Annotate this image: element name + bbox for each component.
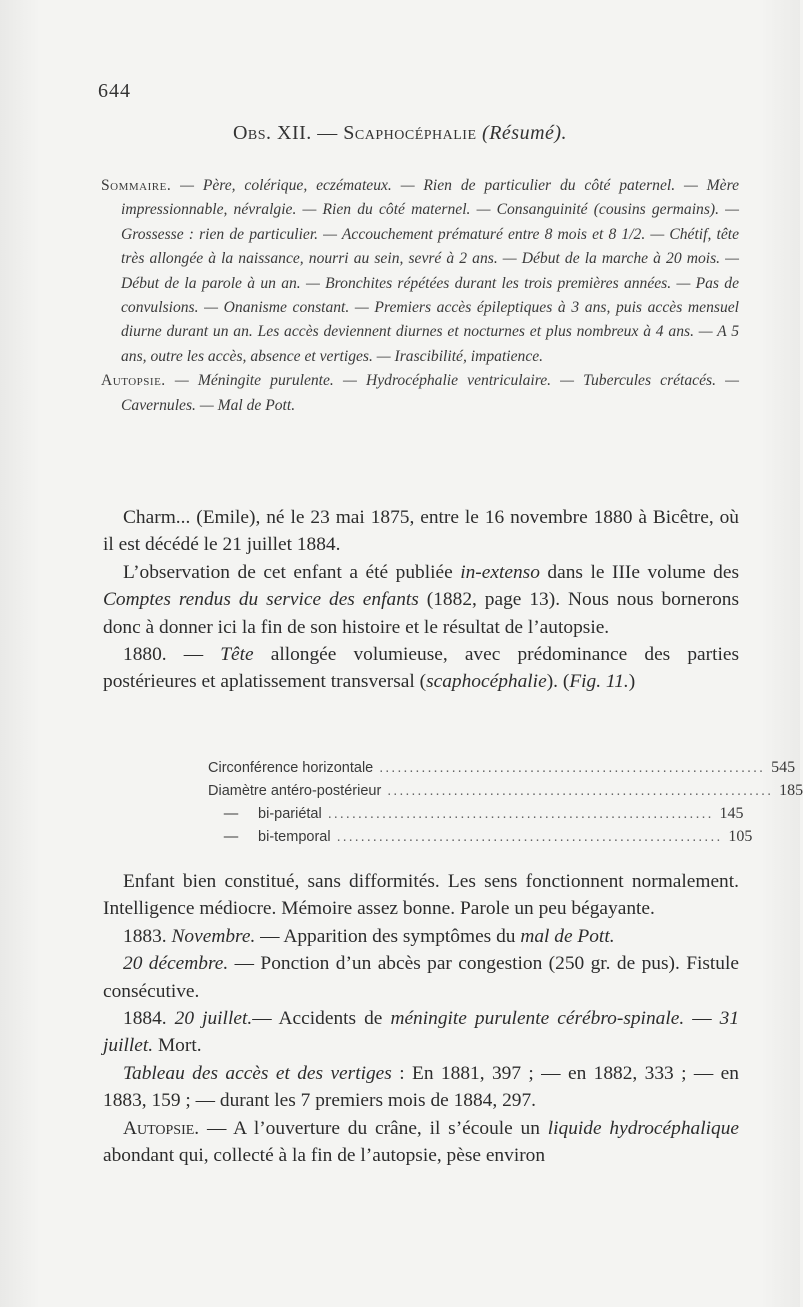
summary-block: [101, 174, 739, 418]
measurement-label: [208, 780, 381, 803]
measurement-label-text: bi-pariétal: [258, 806, 322, 822]
measurement-label: [208, 757, 373, 780]
text-run: ). (: [546, 671, 570, 693]
italic-run: méningite purulente cérébro-spinale.: [390, 1008, 685, 1030]
measurement-row: [208, 779, 803, 802]
text-run: allongée volumieuse, avec prédominance des parties postérieures et aplatissement transversal (: [103, 644, 739, 693]
leader-dots: ................................................................: [379, 760, 766, 776]
text-run: (1882, page 13). Nous nous bornerons donc à donner ici la fin de son histoire et le résultat de l’autopsie.: [103, 589, 740, 638]
heading-dash: —: [311, 122, 344, 144]
italic-run: 20 décembre.: [123, 953, 229, 975]
italic-run: scaphocéphalie: [426, 671, 547, 693]
paragraph-patient: Charm... (Emile), né le 23 mai 1875, entre le 16 novembre 1880 à Bicêtre, où il est décédé le 21 juillet 1884.: [103, 507, 739, 556]
text-run: L’observation de cet enfant a été publiée: [123, 561, 461, 583]
ditto-dash: —: [223, 829, 239, 845]
paragraph-1880: [103, 641, 739, 696]
italic-run: Tableau des accès et des vertiges: [123, 1062, 392, 1084]
italic-run: mal de Pott.: [520, 925, 615, 947]
text-run: ): [628, 671, 636, 693]
measurement-row: [208, 756, 796, 779]
measurement-value: 185: [779, 782, 803, 799]
paragraph-publication: [103, 559, 739, 641]
italic-run: Comptes rendus du service des enfants: [103, 589, 419, 611]
italic-run: 31 juillet.: [103, 1008, 740, 1057]
text-run: : En 1881, 397 ; — en 1882, 333 ; — en 1883, 159 ; — durant les 7 premiers mois de 1884, 297.: [103, 1062, 739, 1112]
body-section-2: [103, 868, 739, 1169]
text-run: 1883.: [123, 925, 172, 947]
leader-dots: ................................................................: [327, 806, 714, 822]
italic-run: Fig. 11.: [569, 671, 629, 693]
italic-run: Tête: [220, 644, 254, 666]
text-run: 1884.: [123, 1008, 175, 1030]
ditto-dash: —: [223, 806, 239, 822]
italic-run: 20 juillet.: [174, 1008, 253, 1030]
measurement-row: [208, 802, 744, 825]
paragraph-autopsie: [103, 1115, 739, 1170]
text-run: — A l’ouverture du crâne, il s’écoule un: [199, 1117, 548, 1139]
leader-dots: ................................................................: [336, 829, 723, 845]
text-run: — Accidents de: [252, 1008, 391, 1030]
heading-obs: Obs. XII.: [232, 122, 312, 144]
measurement-label: [208, 803, 322, 826]
measurement-value: 545: [771, 759, 796, 776]
measurement-label-text: bi-temporal: [258, 829, 331, 845]
text-run: 1880. —: [123, 644, 221, 666]
measurement-value: 105: [728, 828, 753, 845]
measurement-label-text: Circonférence horizontale: [208, 760, 374, 776]
page-number: 644: [98, 80, 131, 102]
paragraph-1884: [103, 1005, 739, 1060]
leader-dots: ................................................................: [387, 783, 774, 799]
measurement-row: [208, 825, 753, 848]
observation-heading: [0, 122, 800, 145]
measurement-label-text: Diamètre antéro-postérieur: [208, 783, 382, 799]
italic-run: Novembre.: [171, 925, 256, 947]
paragraph-constitution: Enfant bien constitué, sans difformités. Les sens fonctionnent normalement. Intelligence médiocre. Mémoire assez bonne. Parole un peu bégayante.: [103, 871, 739, 920]
text-run: abondant qui, collecté à la fin de l’autopsie, pèse environ: [103, 1145, 546, 1167]
italic-run: in-extenso: [460, 561, 540, 583]
measurement-value: 145: [719, 805, 744, 822]
autopsie-summary-text: — Méningite purulente. — Hydrocéphalie ventriculaire. — Tubercules crétacés. — Cavernules. — Mal de Pott.: [121, 372, 739, 414]
text-run: —: [684, 1008, 720, 1030]
head-measurements-table: [208, 756, 803, 848]
autopsie-summary-label: Autopsie.: [101, 372, 166, 390]
sommaire-text: — Père, colérique, eczémateux. — Rien de particulier du côté paternel. — Mère impressionnable, névralgie. — Rien du côté maternel. — Consanguinité (cousins germains). — Grossesse : rien de particulier. — Accouchement prématuré entre 8 mois et 8 1/2. — Chétif, tête très allongée à la naissance, nourri au sein, sevré à 2 ans. — Début de la marche à 20 mois. — Début de la parole à un an. — Bronchites répétées durant les trois premières années. — Pas de convulsions. — Onanisme constant. — Premiers accès épileptiques à 3 ans, puis accès mensuel diurne durant un an. Les accès deviennent diurnes et nocturnes et plus nombreux à 4 ans. — A 5 ans, outre les accès, absence et vertiges. — Irascibilité, impatience.: [121, 177, 739, 365]
italic-run: liquide hydrocéphalique: [547, 1117, 739, 1139]
text-run: — Ponction d’un abcès par congestion (250 gr. de pus). Fistule consécutive.: [103, 953, 739, 1002]
text-run: — Apparition des symptômes du: [255, 925, 521, 947]
paragraph-1883: [103, 923, 739, 950]
sommaire-paragraph: [101, 174, 739, 369]
text-run: Mort.: [153, 1035, 202, 1057]
body-section-1: [103, 504, 739, 696]
text-run: dans le IIIe volume des: [539, 561, 739, 583]
heading-title: Scaphocéphalie: [343, 122, 477, 144]
autopsie-label: Autopsie.: [123, 1117, 200, 1139]
heading-subtitle: (Résumé).: [482, 122, 568, 144]
autopsie-summary-paragraph: [101, 369, 739, 418]
measurement-label: [208, 826, 331, 849]
sommaire-label: Sommaire.: [101, 177, 172, 194]
paragraph-tableau: [103, 1060, 739, 1115]
paragraph-december: [103, 950, 739, 1005]
